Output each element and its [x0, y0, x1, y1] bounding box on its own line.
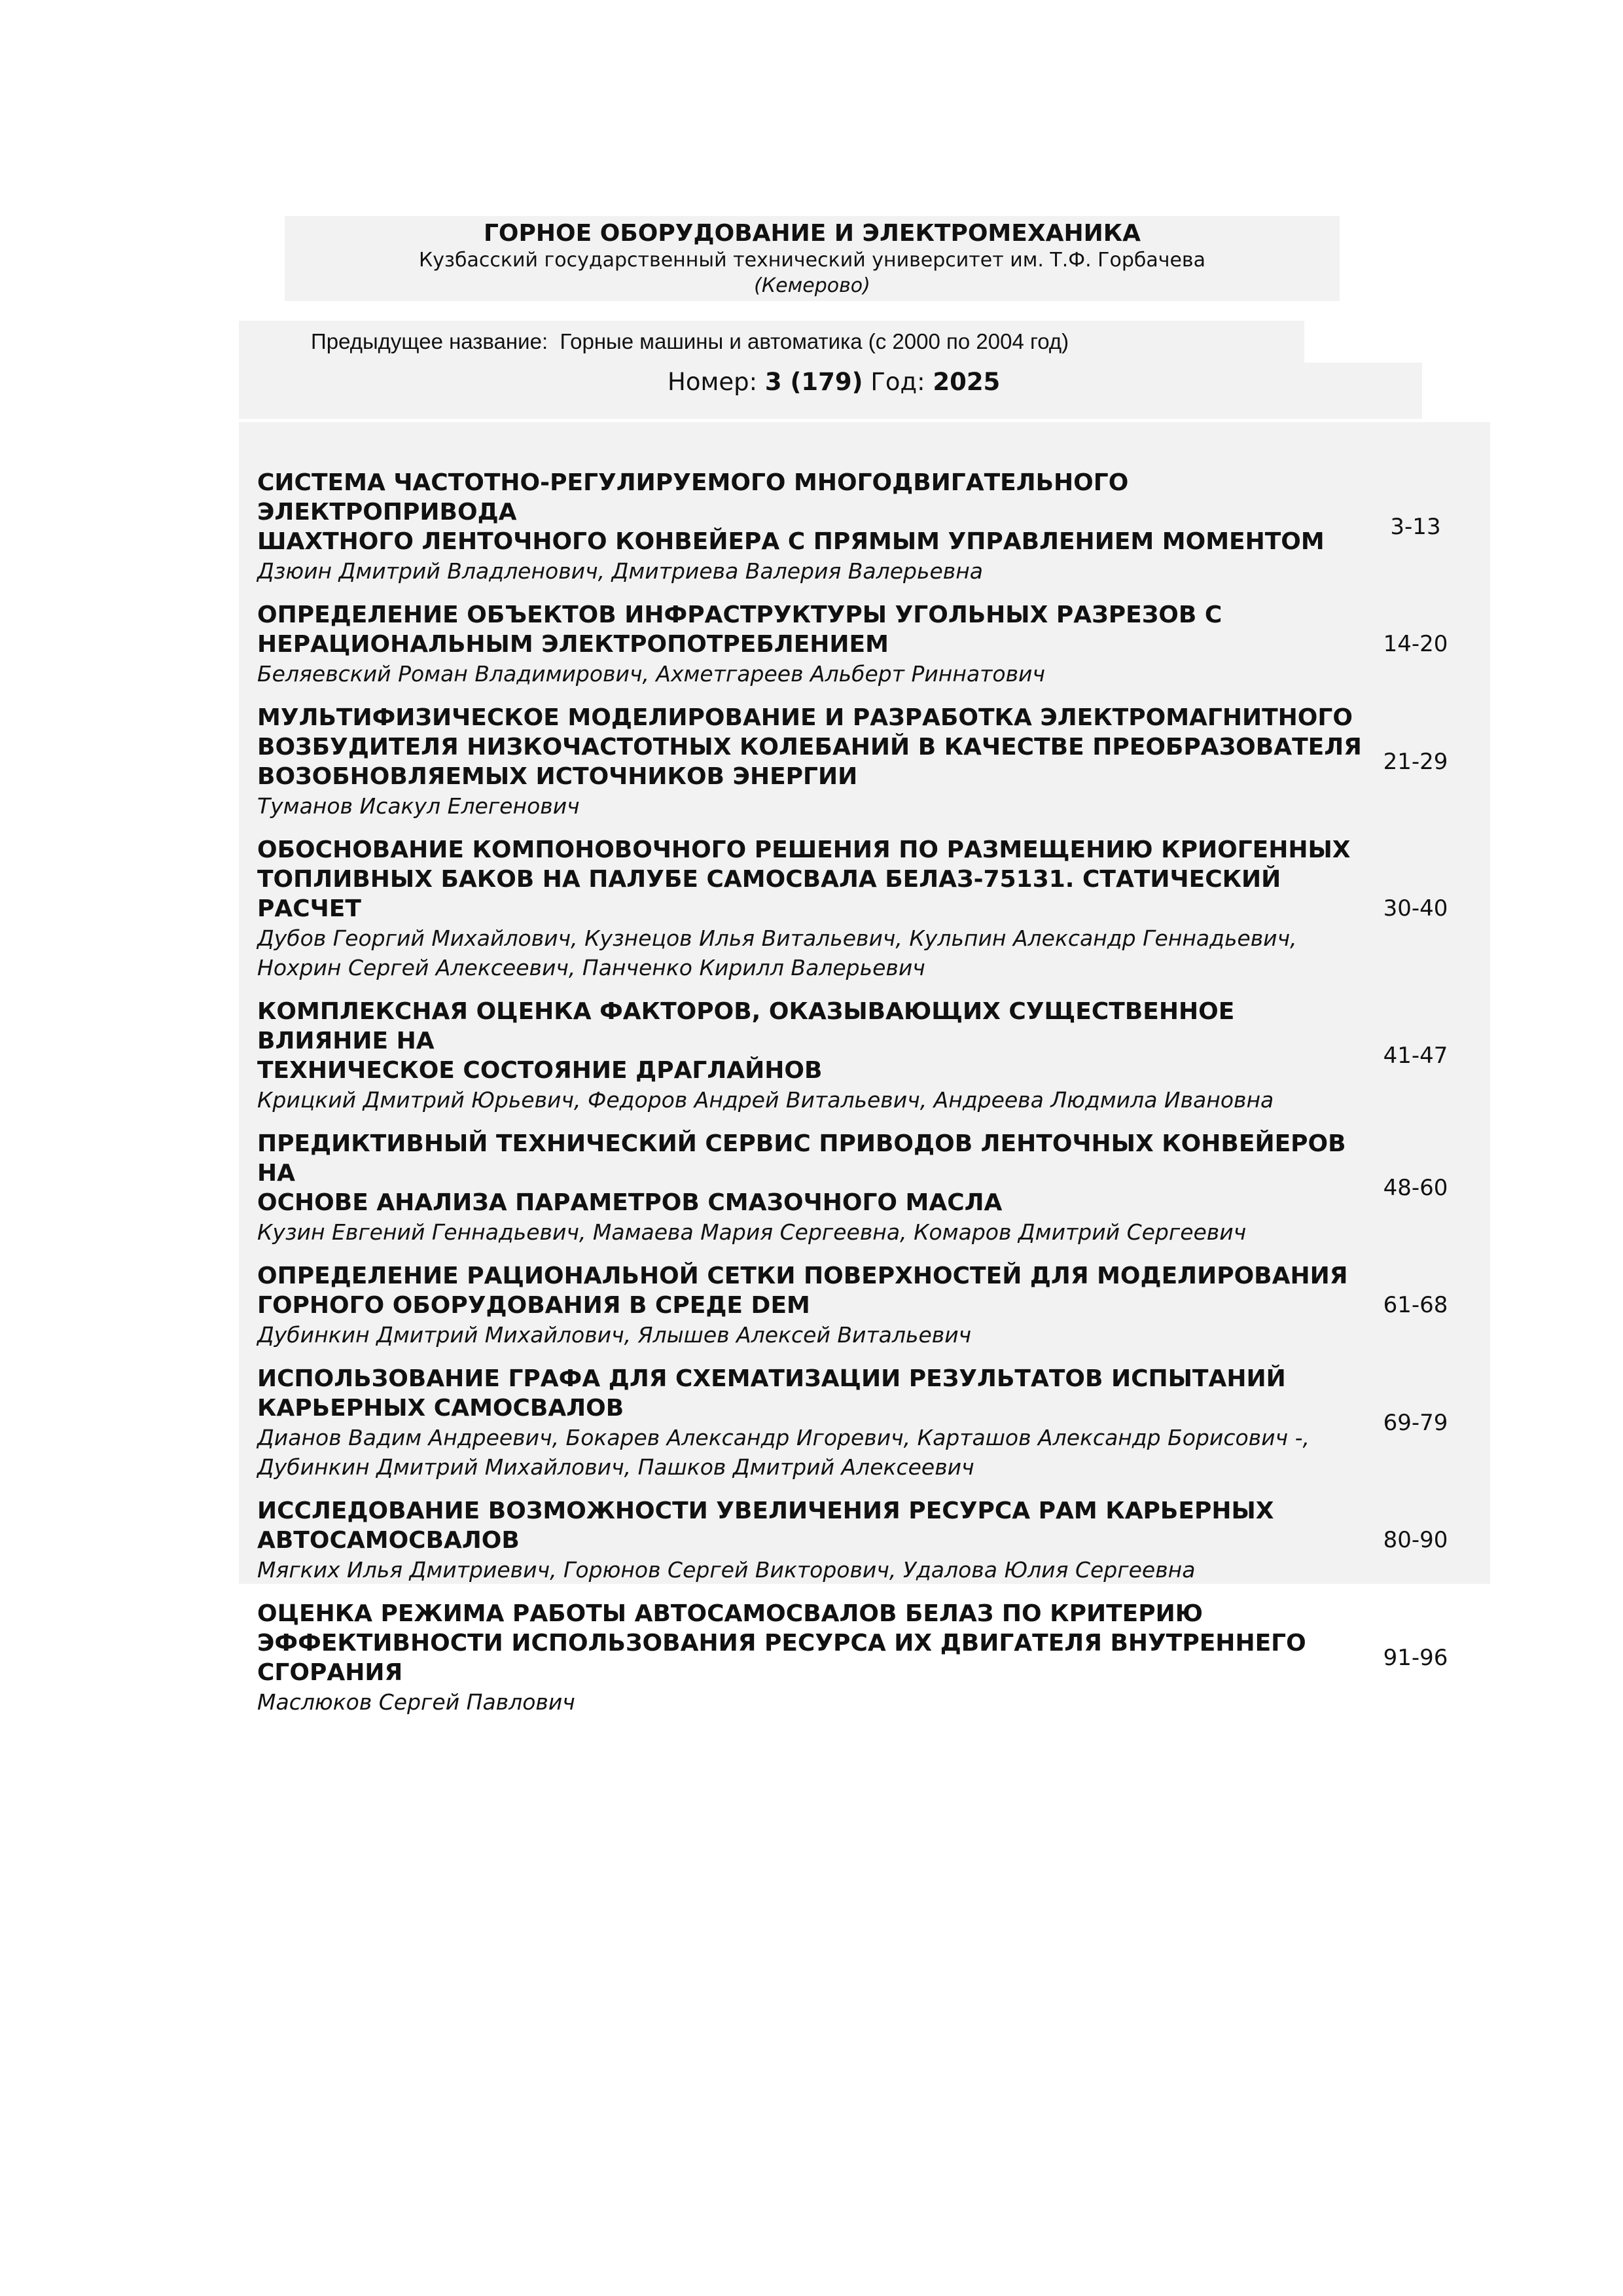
- article-pages: 3-13: [1390, 513, 1441, 540]
- journal-header: [285, 216, 1340, 301]
- toc-entry-body: [257, 1129, 1370, 1247]
- article-title-line[interactable]: АВТОСАМОСВАЛОВ: [257, 1527, 520, 1554]
- article-title-line[interactable]: ГОРНОГО ОБОРУДОВАНИЯ В СРЕДЕ DEM: [257, 1292, 810, 1319]
- previous-name: [311, 329, 1069, 355]
- toc-entry-body: [257, 703, 1370, 821]
- article-authors-line: Дубинкин Дмитрий Михайлович, Пашков Дмитрий Алексеевич: [257, 1454, 974, 1480]
- article-title-line[interactable]: КАРЬЕРНЫХ САМОСВАЛОВ: [257, 1395, 624, 1422]
- article-title-line[interactable]: ИССЛЕДОВАНИЕ ВОЗМОЖНОСТИ УВЕЛИЧЕНИЯ РЕСУРСА РАМ КАРЬЕРНЫХ: [257, 1498, 1274, 1524]
- article-title-line[interactable]: ОПРЕДЕЛЕНИЕ РАЦИОНАЛЬНОЙ СЕТКИ ПОВЕРХНОСТЕЙ ДЛЯ МОДЕЛИРОВАНИЯ: [257, 1263, 1348, 1289]
- article-title-line[interactable]: ТОПЛИВНЫХ БАКОВ НА ПАЛУБЕ САМОСВАЛА БЕЛАЗ-75131. СТАТИЧЕСКИЙ РАСЧЕТ: [257, 866, 1281, 922]
- toc-entry[interactable]: [257, 835, 1461, 982]
- article-title-line[interactable]: ОСНОВЕ АНАЛИЗА ПАРАМЕТРОВ СМАЗОЧНОГО МАСЛА: [257, 1189, 1003, 1216]
- article-pages: 61-68: [1383, 1292, 1448, 1318]
- toc-entry[interactable]: [257, 1261, 1461, 1350]
- article-title-line[interactable]: ВОЗОБНОВЛЯЕМЫХ ИСТОЧНИКОВ ЭНЕРГИИ: [257, 763, 858, 790]
- article-title-line[interactable]: ОЦЕНКА РЕЖИМА РАБОТЫ АВТОСАМОСВАЛОВ БЕЛАЗ ПО КРИТЕРИЮ: [257, 1600, 1204, 1627]
- article-pages: 80-90: [1383, 1527, 1448, 1553]
- article-title-line[interactable]: ОПРЕДЕЛЕНИЕ ОБЪЕКТОВ ИНФРАСТРУКТУРЫ УГОЛЬНЫХ РАЗРЕЗОВ С: [257, 601, 1222, 628]
- toc-entry-body: [257, 600, 1370, 689]
- toc-entry-body: [257, 1261, 1370, 1350]
- issue-bar: [239, 363, 1422, 419]
- toc-entry-body: [257, 835, 1370, 982]
- table-of-contents: [239, 422, 1490, 1715]
- toc-entry[interactable]: [257, 703, 1461, 821]
- article-authors-line: Дзюин Дмитрий Владленович, Дмитриева Валерия Валерьевна: [257, 558, 983, 584]
- article-title-line[interactable]: ТЕХНИЧЕСКОЕ СОСТОЯНИЕ ДРАГЛАЙНОВ: [257, 1057, 823, 1084]
- issue-info: [668, 367, 1000, 398]
- article-authors-line: Дубов Георгий Михайлович, Кузнецов Илья Витальевич, Кульпин Александр Геннадьевич,: [257, 925, 1297, 951]
- toc-entry-body: [257, 468, 1370, 586]
- toc-entry[interactable]: [257, 600, 1461, 689]
- article-authors-line: Туманов Исакул Елегенович: [257, 793, 580, 819]
- article-title-line[interactable]: ЭФФЕКТИВНОСТИ ИСПОЛЬЗОВАНИЯ РЕСУРСА ИХ ДВИГАТЕЛЯ ВНУТРЕННЕГО: [257, 1630, 1306, 1657]
- article-authors-line: Мягких Илья Дмитриевич, Горюнов Сергей Викторович, Удалова Юлия Сергеевна: [257, 1557, 1196, 1583]
- article-authors-line: Крицкий Дмитрий Юрьевич, Федоров Андрей Витальевич, Андреева Людмила Ивановна: [257, 1087, 1274, 1113]
- journal-city: (Кемерово): [754, 274, 870, 297]
- toc-entry-body: [257, 997, 1370, 1115]
- toc-entry-body: [257, 1599, 1370, 1717]
- article-title-line[interactable]: СГОРАНИЯ: [257, 1659, 403, 1686]
- article-pages: 48-60: [1383, 1174, 1448, 1201]
- issue-year-label: Год:: [870, 368, 925, 396]
- article-authors-line: Дианов Вадим Андреевич, Бокарев Александр Игоревич, Карташов Александр Борисович -,: [257, 1425, 1310, 1450]
- issue-number-label: Номер:: [668, 368, 758, 396]
- toc-entry[interactable]: [257, 1129, 1461, 1247]
- article-pages: 91-96: [1383, 1644, 1448, 1671]
- article-pages: 30-40: [1383, 895, 1448, 922]
- article-pages: 14-20: [1383, 631, 1448, 657]
- article-pages: 21-29: [1383, 748, 1448, 775]
- toc-entry[interactable]: [257, 468, 1461, 586]
- article-title-line[interactable]: ВОЗБУДИТЕЛЯ НИЗКОЧАСТОТНЫХ КОЛЕБАНИЙ В КАЧЕСТВЕ ПРЕОБРАЗОВАТЕЛЯ: [257, 734, 1362, 761]
- article-title-line[interactable]: СИСТЕМА ЧАСТОТНО-РЕГУЛИРУЕМОГО МНОГОДВИГАТЕЛЬНОГО ЭЛЕКТРОПРИВОДА: [257, 469, 1129, 526]
- previous-name-label: Предыдущее название:: [311, 329, 548, 353]
- article-title-line[interactable]: ИСПОЛЬЗОВАНИЕ ГРАФА ДЛЯ СХЕМАТИЗАЦИИ РЕЗУЛЬТАТОВ ИСПЫТАНИЙ: [257, 1365, 1286, 1392]
- article-authors-line: Кузин Евгений Геннадьевич, Мамаева Мария Сергеевна, Комаров Дмитрий Сергеевич: [257, 1219, 1247, 1245]
- article-title-line[interactable]: МУЛЬТИФИЗИЧЕСКОЕ МОДЕЛИРОВАНИЕ И РАЗРАБОТКА ЭЛЕКТРОМАГНИТНОГО: [257, 704, 1353, 731]
- article-authors-line: Дубинкин Дмитрий Михайлович, Ялышев Алексей Витальевич: [257, 1322, 972, 1348]
- toc-entry-body: [257, 1496, 1370, 1585]
- article-title-line[interactable]: НЕРАЦИОНАЛЬНЫМ ЭЛЕКТРОПОТРЕБЛЕНИЕМ: [257, 631, 889, 658]
- toc-entry-body: [257, 1364, 1370, 1482]
- article-title-line[interactable]: КОМПЛЕКСНАЯ ОЦЕНКА ФАКТОРОВ, ОКАЗЫВАЮЩИХ СУЩЕСТВЕННОЕ ВЛИЯНИЕ НА: [257, 998, 1235, 1054]
- previous-name-bar: [239, 321, 1304, 363]
- toc-entry[interactable]: [257, 1599, 1461, 1717]
- issue-year: 2025: [933, 368, 1001, 396]
- article-title-line[interactable]: ШАХТНОГО ЛЕНТОЧНОГО КОНВЕЙЕРА С ПРЯМЫМ УПРАВЛЕНИЕМ МОМЕНТОМ: [257, 528, 1325, 555]
- article-title-line[interactable]: ПРЕДИКТИВНЫЙ ТЕХНИЧЕСКИЙ СЕРВИС ПРИВОДОВ ЛЕНТОЧНЫХ КОНВЕЙЕРОВ НА: [257, 1130, 1346, 1187]
- article-authors-line: Маслюков Сергей Павлович: [257, 1689, 575, 1715]
- article-pages: 41-47: [1383, 1042, 1448, 1069]
- article-title-line[interactable]: ОБОСНОВАНИЕ КОМПОНОВОЧНОГО РЕШЕНИЯ ПО РАЗМЕЩЕНИЮ КРИОГЕННЫХ: [257, 836, 1351, 863]
- journal-title: ГОРНОЕ ОБОРУДОВАНИЕ И ЭЛЕКТРОМЕХАНИКА: [483, 220, 1141, 247]
- article-authors-line: Нохрин Сергей Алексеевич, Панченко Кирилл Валерьевич: [257, 955, 925, 980]
- article-authors-line: Беляевский Роман Владимирович, Ахметгареев Альберт Риннатович: [257, 661, 1045, 687]
- toc-entry[interactable]: [257, 1364, 1461, 1482]
- article-pages: 69-79: [1383, 1409, 1448, 1436]
- journal-organization: Кузбасский государственный технический университет им. Т.Ф. Горбачева: [418, 249, 1205, 272]
- toc-entry[interactable]: [257, 997, 1461, 1115]
- previous-name-value: Горные машины и автоматика (с 2000 по 2004 год): [560, 329, 1069, 353]
- toc-list: [257, 468, 1461, 1731]
- toc-entry[interactable]: [257, 1496, 1461, 1585]
- issue-number: 3 (179): [764, 368, 863, 396]
